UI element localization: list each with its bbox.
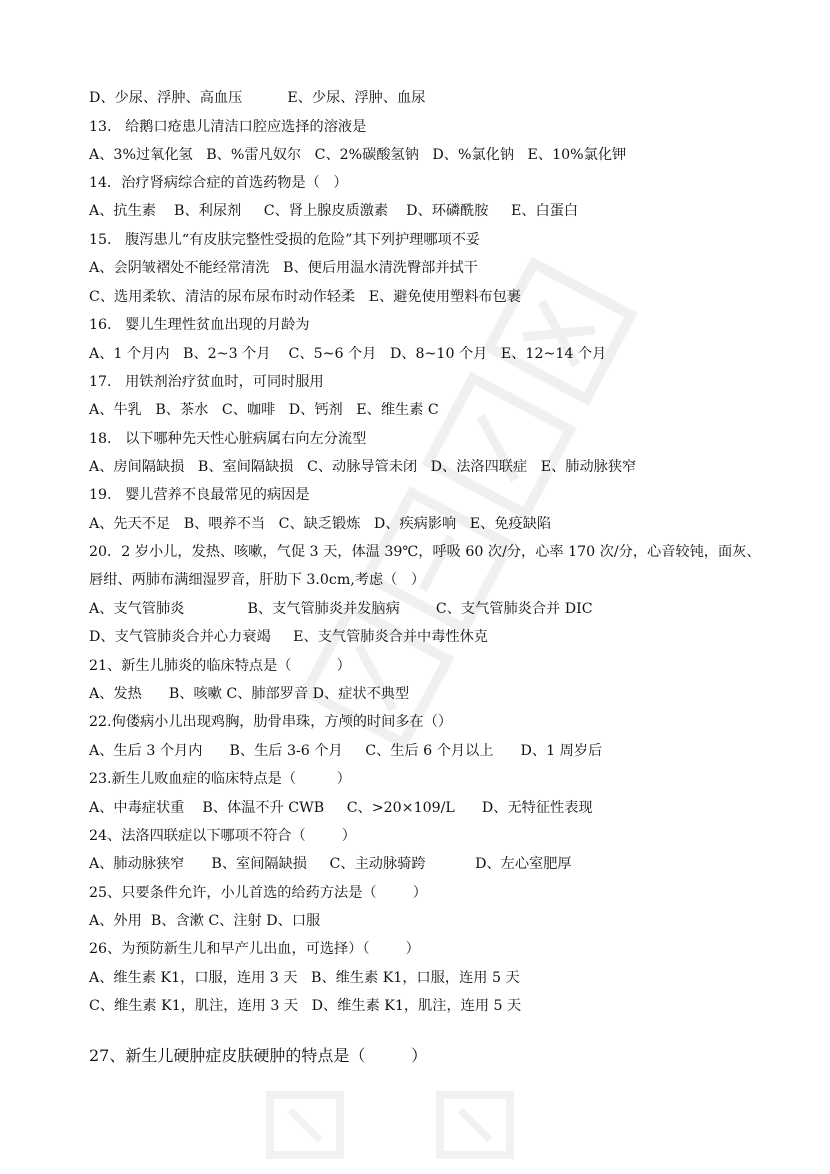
options-25: A、外用 B、含漱 C、注射 D、口服 — [89, 913, 321, 929]
options-17: A、牛乳 B、茶水 C、咖啡 D、钙剂 E、维生素 C — [89, 402, 439, 418]
options-15b: C、选用柔软、清洁的尿布尿布时动作轻柔 E、避免使用塑料布包裹 — [89, 289, 521, 305]
question-13: 13. 给鹅口疮患儿清洁口腔应选择的溶液是 — [89, 119, 367, 135]
question-27: 27、新生儿硬肿症皮肤硬肿的特点是（ ） — [89, 1046, 428, 1065]
question-23: 23.新生儿败血症的临床特点是（ ） — [89, 771, 351, 787]
question-18: 18. 以下哪种先天性心脏病属右向左分流型 — [89, 431, 367, 447]
question-22: 22.佝偻病小儿出现鸡胸，肋骨串珠，方颅的时间多在（） — [89, 714, 453, 730]
text-line: D、少尿、浮肿、高血压 E、少尿、浮肿、血尿 — [89, 90, 426, 106]
options-16: A、1 个月内 B、2~3 个月 C、5~6 个月 D、8~10 个月 E、12~14 个月 — [89, 346, 607, 362]
question-25: 25、只要条件允许，小儿首选的给药方法是（ ） — [89, 885, 427, 901]
question-15: 15. 腹泻患儿“有皮肤完整性受损的危险”其下列护理哪项不妥 — [89, 232, 481, 248]
options-22: A、生后 3 个月内 B、生后 3-6 个月 C、生后 6 个月以上 D、1 周岁后 — [89, 743, 603, 759]
options-13: A、3%过氧化氢 B、%雷凡奴尔 C、2%碳酸氢钠 D、%氯化钠 E、10%氯化钾 — [89, 147, 627, 163]
question-16: 16. 婴儿生理性贫血出现的月龄为 — [89, 317, 310, 333]
options-23: A、中毒症状重 B、体温不升 CWB C、>20×109/L D、无特征性表现 — [89, 800, 593, 816]
options-21: A、发热 B、咳嗽 C、肺部罗音 D、症状不典型 — [89, 686, 410, 702]
options-20a: A、支气管肺炎 B、支气管肺炎并发脑病 C、支气管肺炎合并 DIC — [89, 601, 593, 617]
question-20b: 唇绀、两肺布满细湿罗音，肝肋下 3.0cm,考虑（ ） — [89, 572, 426, 588]
options-24: A、肺动脉狭窄 B、室间隔缺损 C、主动脉骑跨 D、左心室肥厚 — [89, 856, 572, 872]
question-17: 17. 用铁剂治疗贫血时，可同时服用 — [89, 374, 324, 390]
options-19: A、先天不足 B、喂养不当 C、缺乏锻炼 D、疾病影响 E、免疫缺陷 — [89, 516, 552, 532]
options-26b: C、维生素 K1，肌注，连用 3 天 D、维生素 K1，肌注，连用 5 天 — [89, 998, 522, 1014]
question-24: 24、法洛四联症以下哪项不符合（ ） — [89, 828, 356, 844]
options-18: A、房间隔缺损 B、室间隔缺损 C、动脉导管未闭 D、法洛四联症 E、肺动脉狭窄 — [89, 459, 637, 475]
options-15a: A、会阴皱褶处不能经常清洗 B、便后用温水清洗臀部并拭干 — [89, 260, 478, 276]
question-26: 26、为预防新生儿和早产儿出血，可选择）（ ） — [89, 941, 420, 957]
options-26a: A、维生素 K1，口服，连用 3 天 B、维生素 K1，口服，连用 5 天 — [89, 970, 520, 986]
options-14: A、抗生素 B、利尿剂 C、肾上腺皮质激素 D、环磷酰胺 E、白蛋白 — [89, 203, 579, 219]
options-20b: D、支气管肺炎合并心力衰竭 E、支气管肺炎合并中毒性休克 — [89, 629, 488, 645]
question-21: 21、新生儿肺炎的临床特点是（ ） — [89, 658, 351, 674]
question-20a: 20．2 岁小儿，发热、咳嗽，气促 3 天，体温 39℃，呼吸 60 次/分，心率 170 次/分，心音较钝，面灰、 — [89, 544, 761, 560]
question-19: 19. 婴儿营养不良最常见的病因是 — [89, 487, 310, 503]
question-14: 14．治疗肾病综合症的首选药物是（ ） — [89, 175, 348, 191]
